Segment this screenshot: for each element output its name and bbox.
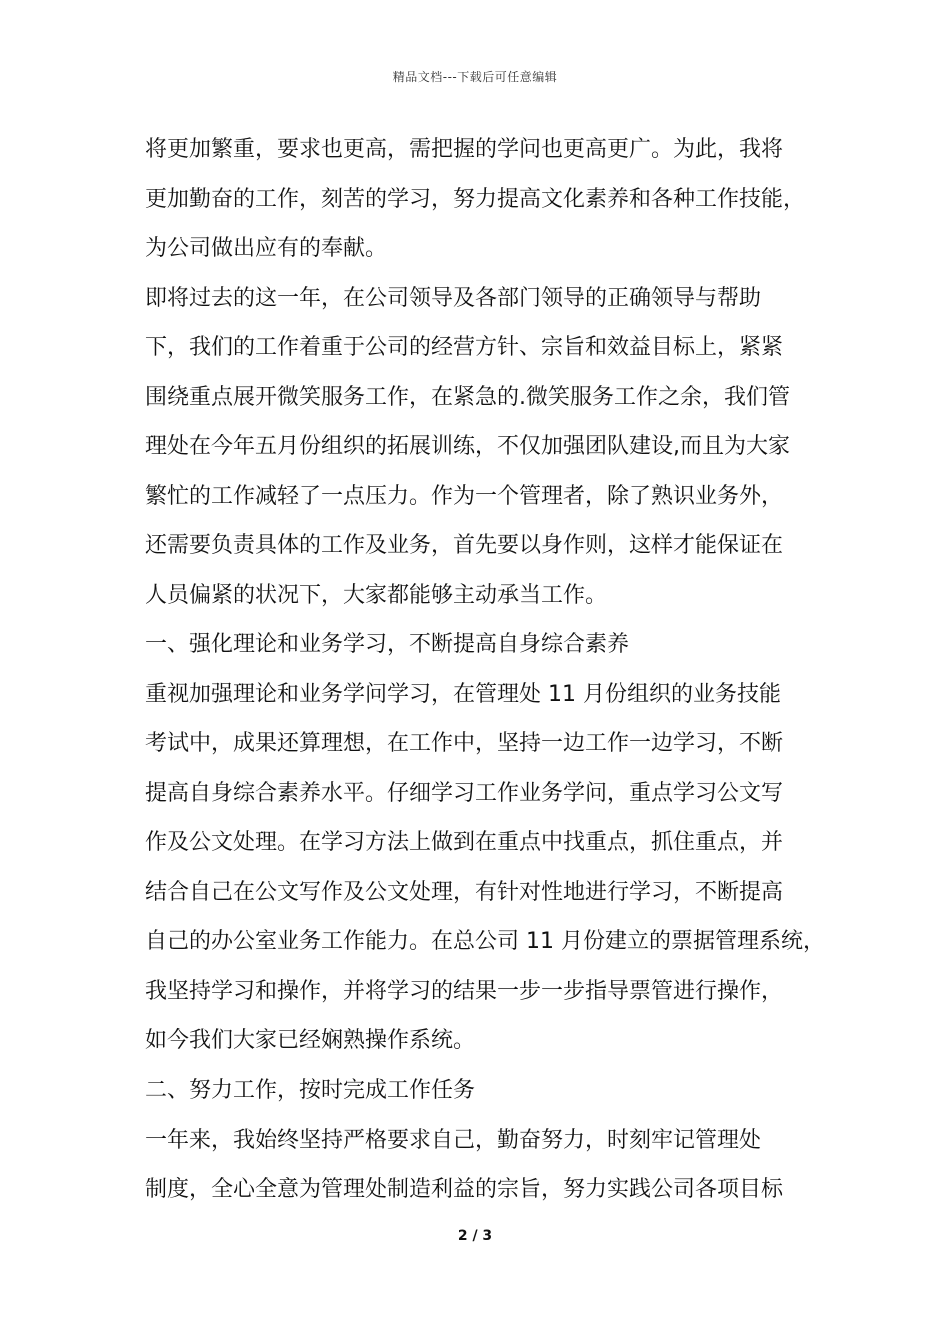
section-heading: 二、努力工作，按时完成工作任务: [145, 1078, 476, 1103]
body-line: 结合自己在公文写作及公文处理，有针对性地进行学习，不断提高: [145, 880, 784, 905]
body-line: 重视加强理论和业务学问学习，在管理处 11 月份组织的业务技能: [145, 682, 781, 707]
body-line: 制度，全心全意为管理处制造利益的宗旨，努力实践公司各项目标: [145, 1177, 784, 1202]
body-line: 作及公文处理。在学习方法上做到在重点中找重点，抓住重点，并: [145, 830, 784, 855]
page-number: 2 / 3: [457, 1228, 493, 1244]
body-line: 围绕重点展开微笑服务工作，在紧急的.微笑服务工作之余，我们管: [145, 385, 790, 410]
body-line: 人员偏紧的状况下，大家都能够主动承当工作。: [145, 583, 608, 608]
body-line: 一年来，我始终坚持严格要求自己，勤奋努力，时刻牢记管理处: [145, 1128, 762, 1153]
section-heading: 一、强化理论和业务学习，不断提高自身综合素养: [145, 632, 630, 657]
body-line: 还需要负责具体的工作及业务，首先要以身作则，这样才能保证在: [145, 533, 784, 558]
page-header: 精品文档---下载后可任意编辑: [392, 70, 558, 84]
body-line: 提高自身综合素养水平。仔细学习工作业务学问，重点学习公文写: [145, 781, 784, 806]
body-line: 即将过去的这一年，在公司领导及各部门领导的正确领导与帮助: [145, 286, 762, 311]
body-line: 更加勤奋的工作，刻苦的学习，努力提高文化素养和各种工作技能，: [145, 187, 806, 212]
body-line: 下，我们的工作着重于公司的经营方针、宗旨和效益目标上，紧紧: [145, 335, 784, 360]
body-line: 如今我们大家已经娴熟操作系统。: [145, 1028, 476, 1053]
body-line: 将更加繁重，要求也更高，需把握的学问也更高更广。为此，我将: [145, 137, 784, 162]
body-line: 为公司做出应有的奉献。: [145, 236, 388, 261]
body-line: 自己的办公室业务工作能力。在总公司 11 月份建立的票据管理系统，: [145, 929, 825, 954]
body-line: 繁忙的工作减轻了一点压力。作为一个管理者，除了熟识业务外，: [145, 484, 784, 509]
body-line: 我坚持学习和操作，并将学习的结果一步一步指导票管进行操作，: [145, 979, 784, 1004]
body-line: 理处在今年五月份组织的拓展训练，不仅加强团队建设,而且为大家: [145, 434, 790, 459]
body-line: 考试中，成果还算理想，在工作中，坚持一边工作一边学习，不断: [145, 731, 784, 756]
